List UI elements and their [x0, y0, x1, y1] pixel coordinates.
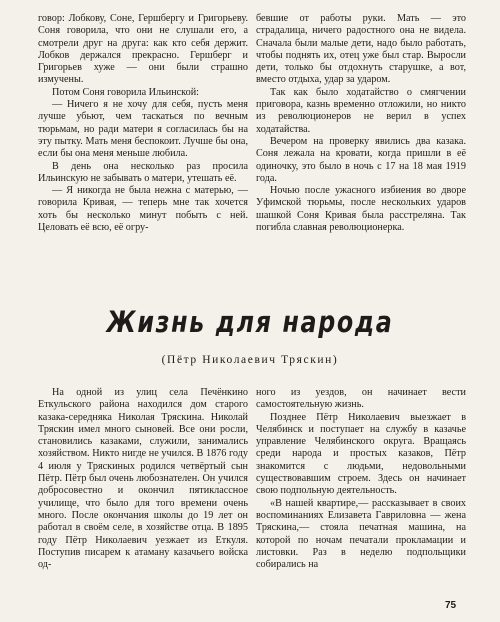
previous-article-left-column — [38, 13, 248, 234]
paragraph: В день она несколько раз просила Ильинскую не забывать о матери, утешать её. — [38, 160, 248, 184]
page-number: 75 — [445, 600, 457, 611]
article-left-column — [38, 387, 248, 571]
paragraph: Потом Соня говорила Ильинской: — [52, 86, 199, 98]
paragraph: Позднее Пётр Николаевич выезжает в Челябинск и поступает на службу в казачье управление Челябинского округа. Вращаясь среди народа и простых казаков, Пётр знакомится с людьми, недовольными существовавшим строем. Здесь он начинает свою подпольную деятельность. — [256, 411, 466, 497]
article-right-column — [256, 387, 466, 571]
paragraph: Так как было ходатайство о смягчении приговора, казнь временно отложили, но никто из революционеров не верил в успех ходатайства. — [256, 86, 466, 135]
paragraph: — Ничего я не хочу для себя, пусть меня лучше убьют, чем таскаться по вечным тюрьмам, но ради матери я согласилась бы на эту пытку. Мать меня беспокоит. Лучше бы она, если бы она меня меньше любила. — [38, 99, 248, 160]
previous-article-right-column — [256, 13, 466, 234]
paragraph: — Я никогда не была нежна с матерью, — говорила Кривая, — теперь мне так хочется хоть бы несколько минут побыть с ней. Целовать её всю, её огру- — [38, 185, 248, 234]
paragraph: Вечером на проверку явились два казака. Соня лежала на кровати, когда пришли в её одиночку, это было в ночь с 17 на 18 мая 1919 года. — [256, 135, 466, 184]
paragraph: На одной из улиц села Печёнкино Еткульского района находился дом старого казака-середняка Николая Тряскина. Николай Тряскин имел много сыновей. Все они росли, становились казаками, служили, занимались хозяйством. Никто нигде не учился. В 1876 году 4 июля у Тряскиных родился четвёртый сын Пётр. Пётр был очень любознателен. Он учился добросовестно и окончил пятиклассное училище, что было для того времени очень много. После окончания школы до 19 лет он работал в своём селе, в хозяйстве отца. В 1895 году Пётр Николаевич уезжает из Еткуля. Поступив писарем к атаману казачьего войска од- — [38, 387, 248, 571]
article-title: Жизнь для народа — [106, 305, 394, 339]
paragraph: бевшие от работы руки. Мать — это страдалица, ничего радостного она не видела. Сначала были малые дети, надо было работать, чтобы поднять их, отец уже был стар. Выросли дети, только бы отдохнуть старушке, а вот, вместо отдыха, удар за ударом. — [256, 13, 466, 86]
paragraph: «В нашей квартире,— рассказывает в своих воспоминаниях Елизавета Гавриловна — жена Тряскина,— стояла печатная машина, на которой по ночам печатали прокламации и листовки. Раз в неделю подпольщики собирались на — [256, 497, 466, 571]
article-author: (Пётр Николаевич Тряскин) — [161, 354, 339, 366]
paragraph: говор: Лобкову, Соне, Гершбергу и Григорьеву. Соня говорила, что они не слушали его, а смотрели друг на друга: как кто себя держит. Лобков держался прекрасно. Гершберг и Григорьев хуже — они были страшно измучены. — [38, 13, 248, 86]
paragraph: ного из уездов, он начинает вести самостоятельную жизнь. — [256, 387, 466, 411]
paragraph: Ночью после ужасного избиения во дворе Уфимской тюрьмы, после нескольких ударов шашкой Соня Кривая была расстреляна. Так погибла славная революционерка. — [256, 185, 466, 234]
